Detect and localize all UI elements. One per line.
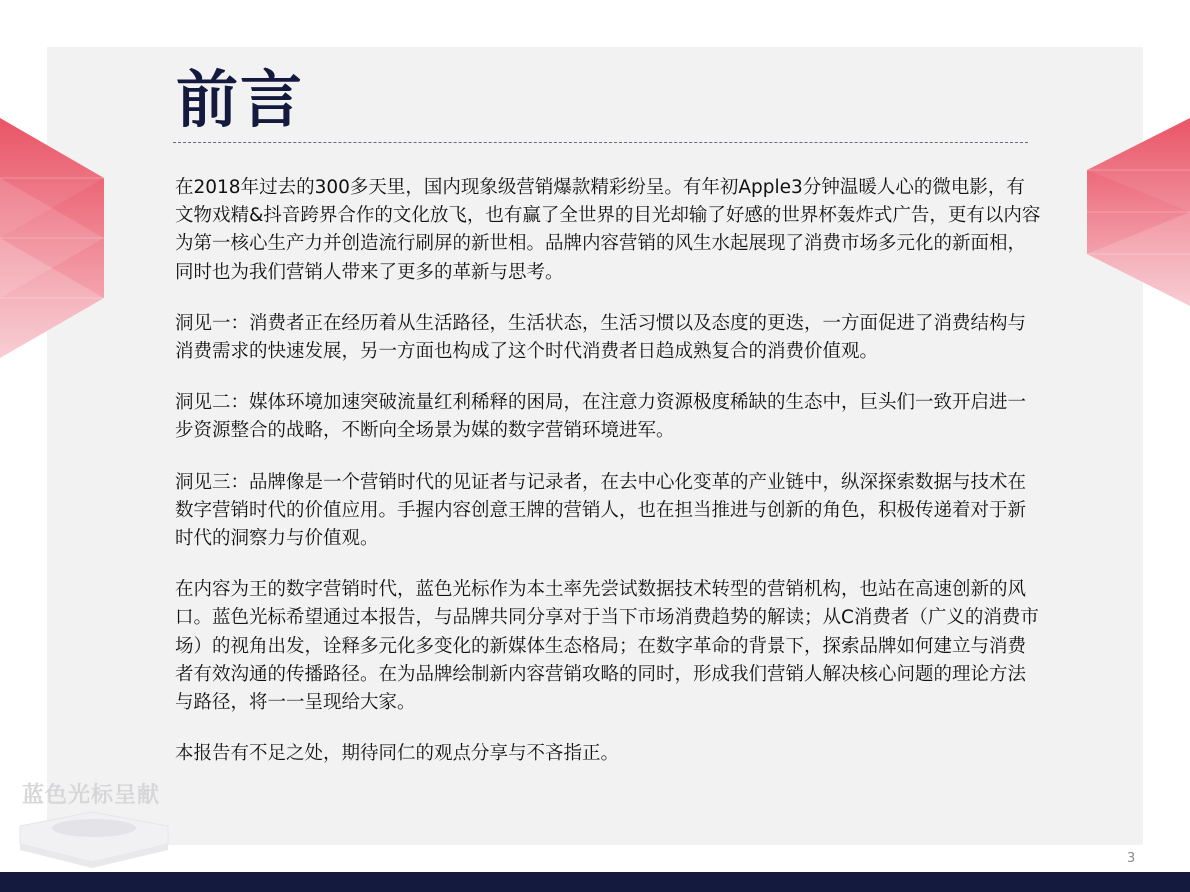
preface-body: [175, 174, 1041, 791]
right-hexagon-decoration-icon: [1087, 118, 1190, 306]
paragraph-intro: 在2018年过去的300多天里，国内现象级营销爆款精彩纷呈。有年初Apple3分钟温暖人心的微电影，有文物戏精&抖音跨界合作的文化放飞，也有赢了全世界的目光却输了好感的世界杯轰炸式广告，更有以内容为第一核心生产力并创造流行刷屏的新世相。品牌内容营销的风生水起展现了消费市场多元化的新面相，同时也为我们营销人带来了更多的革新与思考。: [175, 177, 1041, 283]
paragraph-bluefocus: 在内容为王的数字营销时代，蓝色光标作为本土率先尝试数据技术转型的营销机构，也站在高速创新的风口。蓝色光标希望通过本报告，与品牌共同分享对于当下市场消费趋势的解读；从C消费者（广义的消费市场）的视角出发，诠释多元化多变化的新媒体生态格局；在数字革命的背景下，探索品牌如何建立与消费者有效沟通的传播路径。在为品牌绘制新内容营销攻略的同时，形成我们营销人解决核心问题的理论方法与路径，将一一呈现给大家。: [175, 579, 1039, 714]
page-number: 3: [1127, 851, 1136, 866]
paragraph-insight-three: 洞见三：品牌像是一个营销时代的见证者与记录者，在去中心化变革的产业链中，纵深探索数据与技术在数字营销时代的价值应用。手握内容创意王牌的营销人，也在担当推进与创新的角色，积极传递着对于新时代的洞察力与价值观。: [175, 471, 1027, 550]
footer-bar: [0, 872, 1190, 892]
title-divider: [173, 142, 1028, 143]
watermark-text: 蓝色光标呈献: [22, 783, 161, 808]
paragraph-insight-one: 洞见一：消费者正在经历着从生活路径，生活状态，生活习惯以及态度的更迭，一方面促进了消费结构与消费需求的快速发展，另一方面也构成了这个时代消费者日趋成熟复合的消费价值观。: [175, 312, 1027, 363]
paragraph-insight-two: 洞见二：媒体环境加速突破流量红利稀释的困局，在注意力资源极度稀缺的生态中，巨头们一致开启进一步资源整合的战略，不断向全场景为媒的数字营销环境进军。: [175, 392, 1027, 442]
left-hexagon-decoration-icon: [0, 118, 104, 358]
logo-watermark-icon: [8, 808, 176, 868]
page-title: 前言: [176, 63, 305, 136]
paragraph-closing: 本报告有不足之处，期待同仁的观点分享与不吝指正。: [175, 743, 620, 765]
